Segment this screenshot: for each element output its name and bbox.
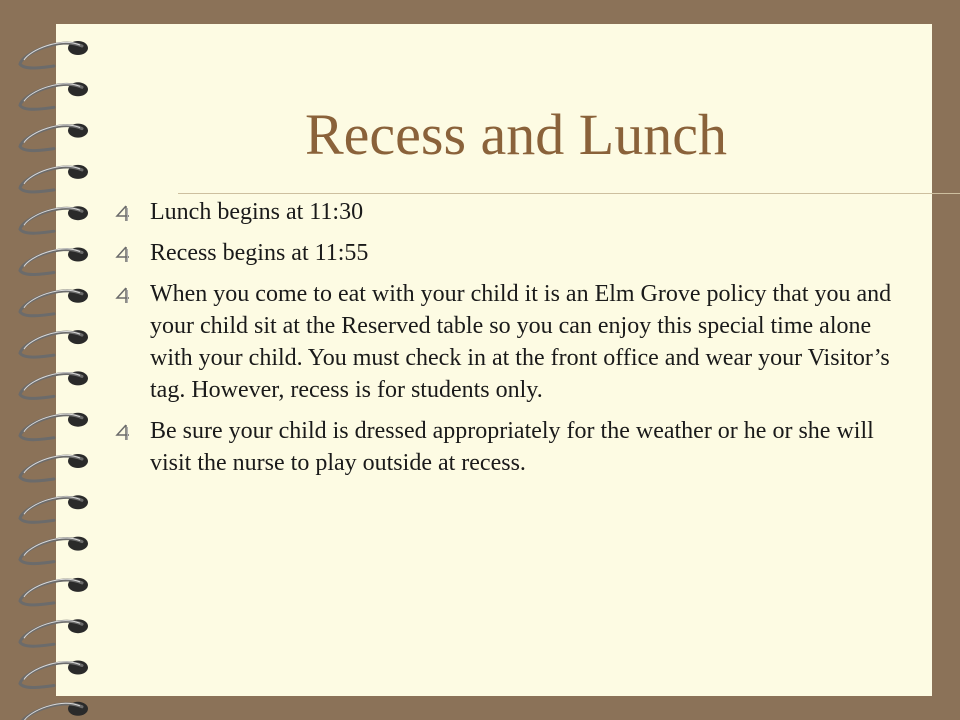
numeral-4-bullet-icon xyxy=(115,424,132,441)
binder-ring xyxy=(20,702,88,720)
bullet-item xyxy=(113,278,913,406)
bullet-list xyxy=(113,196,913,488)
slide-title: Recess and Lunch xyxy=(305,102,727,167)
numeral-4-bullet-icon xyxy=(115,205,132,222)
numeral-4-bullet-icon xyxy=(115,287,132,304)
bullet-item xyxy=(113,415,913,479)
bullet-item xyxy=(113,196,913,228)
bullet-text: Lunch begins at 11:30 xyxy=(150,199,364,225)
bullet-text: When you come to eat with your child it is an Elm Grove policy that you and your child sit at the Reserved table so you can enjoy this special time alone with your child. You must check in at the front office and wear your Visitor’s tag. However, recess is for students only. xyxy=(150,281,892,403)
numeral-4-bullet-icon xyxy=(115,246,132,263)
bullet-text: Recess begins at 11:55 xyxy=(150,240,369,266)
bullet-item xyxy=(113,237,913,269)
bullet-text: Be sure your child is dressed appropriately for the weather or he or she will visit the nurse to play outside at recess. xyxy=(150,418,874,476)
title-divider xyxy=(178,193,960,194)
